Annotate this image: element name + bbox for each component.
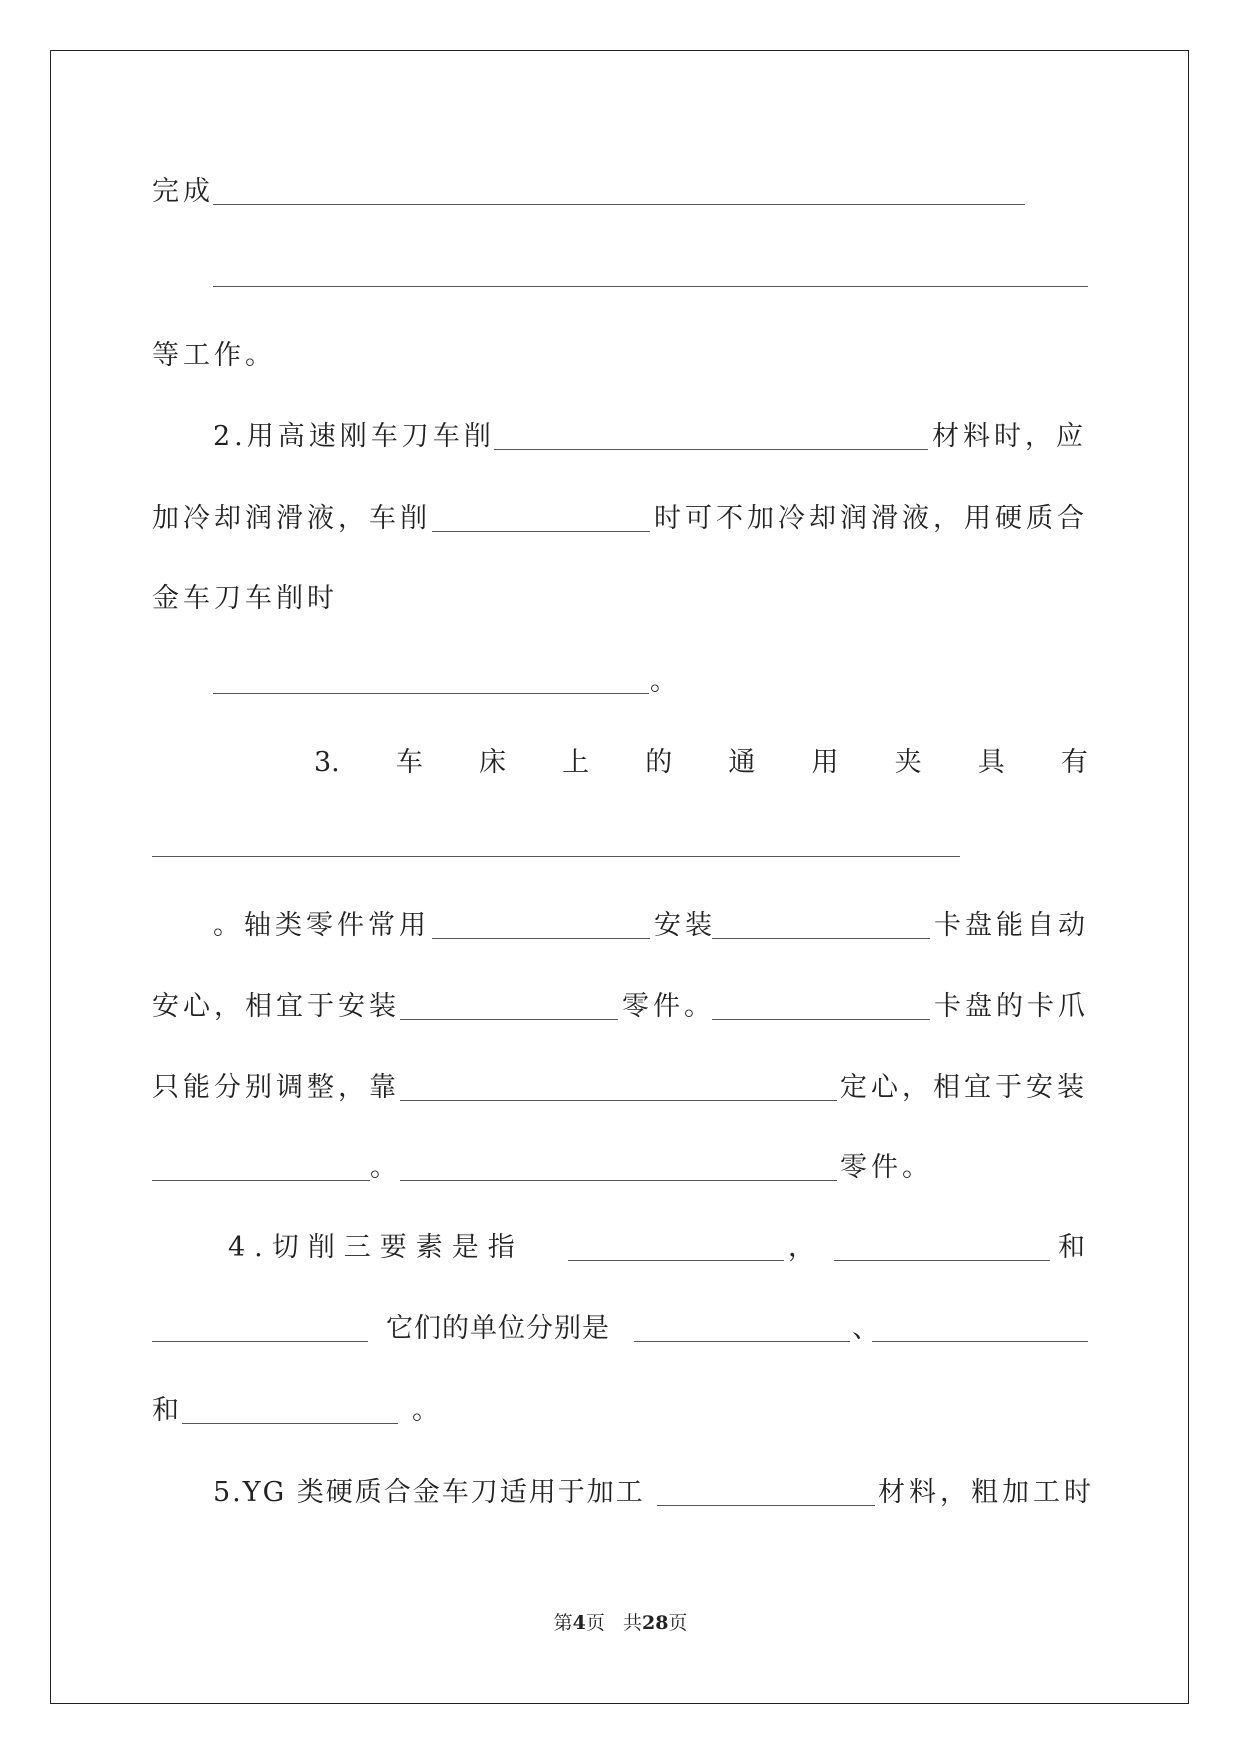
blank-field[interactable] [712,938,930,939]
text-line: 安装 [654,910,716,941]
page-border [50,50,1189,1704]
word: 具 [977,747,1005,778]
page-number: 4 [572,1612,586,1634]
text-line: 。 [650,666,681,697]
question-4-text: 4.切削三要素是指 [228,1232,524,1263]
text-line: 等工作。 [152,340,276,371]
text-line: 。 [370,1152,401,1183]
blank-field[interactable] [213,693,649,694]
text-line: 只能分别调整，靠 [152,1072,400,1103]
word: 3. [314,747,340,778]
text-line: 和 [152,1395,183,1426]
blank-field[interactable] [400,1100,837,1101]
text-line: 加冷却润滑液，车削 [152,503,431,534]
text-line: 和 [1058,1232,1089,1263]
footer-total-unit: 页 [668,1612,688,1634]
blank-field[interactable] [213,204,1025,205]
blank-field[interactable] [152,1341,368,1342]
question-5-text: 5.YG 类硬质合金车刀适用于加工 [213,1477,645,1508]
word: 的 [645,747,673,778]
text-line: 卡盘的卡爪 [934,991,1089,1022]
blank-field[interactable] [432,531,650,532]
blank-field[interactable] [400,1019,618,1020]
text-line: 定心，相宜于安装 [840,1072,1088,1103]
text-line: 时可不加冷却润滑液，用硬质合 [654,503,1088,534]
question-3-text [314,746,1088,780]
blank-field[interactable] [152,1180,370,1181]
blank-field[interactable] [657,1505,875,1506]
text-line: 零件。 [622,991,715,1022]
word: 用 [811,747,839,778]
text-line: 金车刀车削时 [152,583,338,614]
word: 通 [728,747,756,778]
blank-field[interactable] [712,1019,930,1020]
text-line: 它们的单位分别是 [386,1313,610,1344]
text-line: 安心，相宜于安装 [152,991,400,1022]
blank-field[interactable] [213,286,1088,287]
total-pages: 28 [641,1612,669,1634]
question-2-text: 2.用高速刚车刀车削 [213,421,495,452]
blank-field[interactable] [182,1423,398,1424]
text-line: 、 [852,1313,883,1344]
blank-field[interactable] [494,449,928,450]
text-line: 材料时，应 [932,421,1087,452]
page-footer [0,1608,1241,1635]
footer-total-prefix: 共 [622,1612,642,1634]
text-line: 完成 [152,176,214,207]
text-line: 材料，粗加工时 [878,1477,1095,1508]
word: 车 [395,747,423,778]
blank-field[interactable] [568,1260,784,1261]
text-line: 卡盘能自动 [934,910,1089,941]
text-line: ， [788,1232,819,1263]
blank-field[interactable] [834,1260,1050,1261]
word: 夹 [894,747,922,778]
blank-field[interactable] [634,1341,850,1342]
word: 上 [562,747,590,778]
footer-prefix: 第 [553,1612,573,1634]
word: 床 [479,747,507,778]
blank-field[interactable] [872,1341,1088,1342]
word: 有 [1060,747,1088,778]
blank-field[interactable] [432,938,650,939]
text-line: 零件。 [840,1152,933,1183]
blank-field[interactable] [400,1180,837,1181]
footer-page-unit: 页 [585,1612,605,1634]
text-line: 。轴类零件常用 [213,910,430,941]
blank-field[interactable] [152,856,960,857]
text-line: 。 [412,1395,443,1426]
